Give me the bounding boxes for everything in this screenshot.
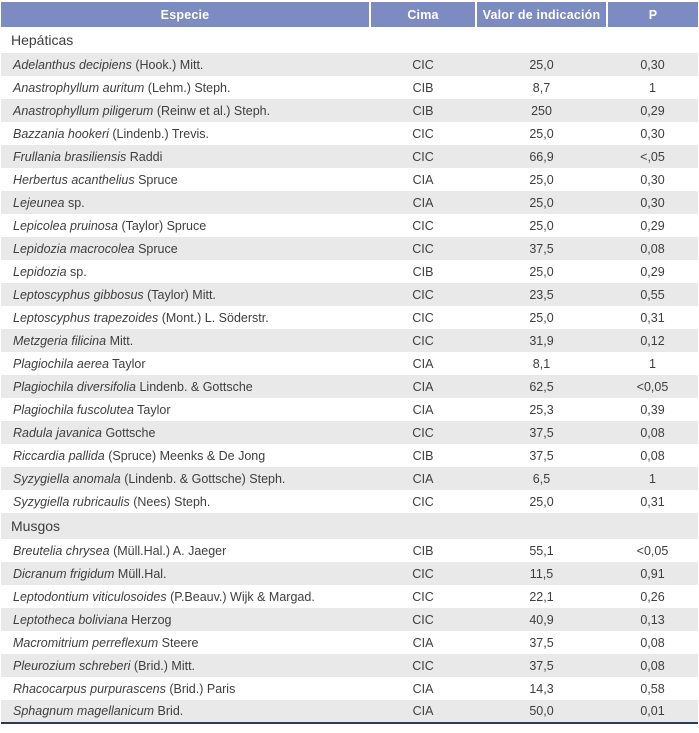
cima-cell: CIC <box>412 57 434 72</box>
p-value-cell: 0,08 <box>640 635 665 650</box>
table-row <box>1 467 698 490</box>
p-value-cell: 0,01 <box>640 704 665 718</box>
species-name: Rhacocarpus purpurascens <box>13 681 166 696</box>
species-cell <box>1 122 370 145</box>
species-name: Leptotheca boliviana <box>13 612 128 627</box>
table-row <box>1 329 698 352</box>
species-name: Syzygiella anomala <box>13 471 121 486</box>
p-value-cell: 0,30 <box>640 195 665 210</box>
species-name: Sphagnum magellanicum <box>13 704 155 718</box>
species-cell <box>1 539 370 562</box>
valor-cell: 37,5 <box>529 658 554 673</box>
species-cell <box>1 608 370 631</box>
cima-cell: CIC <box>412 218 434 233</box>
valor-cell: 25,0 <box>529 126 554 141</box>
species-cell <box>1 352 370 375</box>
cima-cell: CIC <box>412 494 434 509</box>
valor-cell: 55,1 <box>529 543 554 558</box>
table-body <box>1 27 698 723</box>
species-author: Raddi <box>129 149 163 164</box>
cima-cell: CIB <box>412 103 434 118</box>
table-row <box>1 283 698 306</box>
species-name: Breutelia chrysea <box>13 543 110 558</box>
valor-cell: 37,5 <box>529 448 554 463</box>
table-row <box>1 122 698 145</box>
species-cell <box>1 562 370 585</box>
species-name: Pleurozium schreberi <box>13 658 131 673</box>
table-row <box>1 398 698 421</box>
section-title: Musgos <box>11 518 61 534</box>
p-value-cell: <,05 <box>640 149 665 164</box>
cima-cell: CIA <box>412 172 434 187</box>
species-cell <box>1 237 370 260</box>
p-value-cell: 0,08 <box>640 241 665 256</box>
valor-cell: 37,5 <box>529 425 554 440</box>
p-value-cell: 1 <box>649 471 656 486</box>
species-cell <box>1 375 370 398</box>
table-row <box>1 585 698 608</box>
valor-cell: 250 <box>531 103 552 118</box>
species-name: Plagiochila diversifolia <box>13 379 136 394</box>
species-name: Syzygiella rubricaulis <box>13 494 130 509</box>
species-author: Brid. <box>157 704 184 718</box>
valor-cell: 25,0 <box>529 310 554 325</box>
species-author: (Spruce) Meenks & De Jong <box>108 448 266 463</box>
species-name: Lepicolea pruinosa <box>13 218 118 233</box>
species-cell <box>1 260 370 283</box>
valor-cell: 22,1 <box>529 589 554 604</box>
column-header-valor-indicacion: Valor de indicación <box>476 2 607 27</box>
p-value-cell: 0,30 <box>640 172 665 187</box>
species-name: Bazzania hookeri <box>13 126 109 141</box>
valor-cell: 8,7 <box>532 80 551 95</box>
valor-cell: 25,0 <box>529 218 554 233</box>
table-row <box>1 76 698 99</box>
cima-cell: CIC <box>412 310 434 325</box>
species-cell <box>1 53 370 76</box>
p-value-cell: 0,91 <box>640 566 665 581</box>
p-value-cell: 0,58 <box>640 681 665 696</box>
table-row <box>1 145 698 168</box>
table-row <box>1 99 698 122</box>
cima-cell: CIA <box>412 635 434 650</box>
species-cell <box>1 654 370 677</box>
cima-cell: CIC <box>412 333 434 348</box>
table-row <box>1 237 698 260</box>
cima-cell: CIB <box>412 264 434 279</box>
cima-cell: CIA <box>412 356 434 371</box>
valor-cell: 66,9 <box>529 149 554 164</box>
species-author: (Lehm.) Steph. <box>147 80 231 95</box>
species-author: Gottsche <box>105 425 156 440</box>
species-author: Spruce <box>138 172 178 187</box>
valor-cell: 25,0 <box>529 264 554 279</box>
species-cell <box>1 700 370 723</box>
column-header-cima: Cima <box>370 2 476 27</box>
species-indicator-table <box>1 2 698 724</box>
table-row <box>1 631 698 654</box>
species-cell <box>1 76 370 99</box>
table-row <box>1 654 698 677</box>
species-author: Müll.Hal. <box>117 566 167 581</box>
species-author: (Reinw et al.) Steph. <box>156 103 271 118</box>
table-row <box>1 352 698 375</box>
species-name: Lepidozia <box>13 264 67 279</box>
valor-cell: 25,0 <box>529 57 554 72</box>
section-row <box>1 27 698 53</box>
valor-cell: 50,0 <box>529 704 554 718</box>
valor-cell: 25,0 <box>529 195 554 210</box>
species-name: Plagiochila fuscolutea <box>13 402 134 417</box>
species-author: Herzog <box>131 612 172 627</box>
species-cell <box>1 677 370 700</box>
table-row <box>1 375 698 398</box>
p-value-cell: <0,05 <box>636 379 669 394</box>
table-row <box>1 53 698 76</box>
species-name: Frullania brasiliensis <box>13 149 127 164</box>
valor-cell: 8,1 <box>532 356 551 371</box>
p-value-cell: 0,55 <box>640 287 665 302</box>
species-name: Leptoscyphus gibbosus <box>13 287 144 302</box>
species-cell <box>1 283 370 306</box>
species-name: Herbertus acanthelius <box>13 172 135 187</box>
p-value-cell: 0,29 <box>640 264 665 279</box>
species-name: Adelanthus decipiens <box>13 57 132 72</box>
valor-cell: 6,5 <box>532 471 551 486</box>
valor-cell: 40,9 <box>529 612 554 627</box>
cima-cell: CIC <box>412 425 434 440</box>
species-cell <box>1 421 370 444</box>
valor-cell: 25,0 <box>529 494 554 509</box>
p-value-cell: <0,05 <box>636 543 669 558</box>
species-cell <box>1 191 370 214</box>
species-cell <box>1 444 370 467</box>
cima-cell: CIC <box>412 287 434 302</box>
p-value-cell: 0,30 <box>640 57 665 72</box>
species-name: Leptoscyphus trapezoides <box>13 310 159 325</box>
valor-cell: 62,5 <box>529 379 554 394</box>
p-value-cell: 0,26 <box>640 589 665 604</box>
species-author: (Lindenb.) Trevis. <box>112 126 209 141</box>
column-header-p: P <box>607 2 698 27</box>
species-author: (Brid.) Mitt. <box>133 658 196 673</box>
species-name: Radula javanica <box>13 425 102 440</box>
species-name: Plagiochila aerea <box>13 356 109 371</box>
species-cell <box>1 168 370 191</box>
p-value-cell: 0,31 <box>640 310 665 325</box>
table-row <box>1 539 698 562</box>
table-row <box>1 677 698 700</box>
species-cell <box>1 631 370 654</box>
p-value-cell: 0,08 <box>640 658 665 673</box>
cima-cell: CIA <box>412 195 434 210</box>
species-cell <box>1 398 370 421</box>
species-cell <box>1 329 370 352</box>
species-cell <box>1 145 370 168</box>
table-row <box>1 191 698 214</box>
cima-cell: CIA <box>412 681 434 696</box>
cima-cell: CIB <box>412 80 434 95</box>
cima-cell: CIC <box>412 612 434 627</box>
cima-cell: CIC <box>412 149 434 164</box>
species-author: Mitt. <box>109 333 134 348</box>
p-value-cell: 0,08 <box>640 425 665 440</box>
valor-cell: 37,5 <box>529 241 554 256</box>
table-row <box>1 490 698 513</box>
table-row <box>1 562 698 585</box>
table-row <box>1 444 698 467</box>
species-cell <box>1 214 370 237</box>
p-value-cell: 0,39 <box>640 402 665 417</box>
cima-cell: CIA <box>412 471 434 486</box>
header-row <box>1 2 698 27</box>
table-row <box>1 214 698 237</box>
p-value-cell: 1 <box>649 356 656 371</box>
valor-cell: 11,5 <box>529 566 554 581</box>
species-author: Taylor <box>137 402 171 417</box>
species-cell <box>1 490 370 513</box>
cima-cell: CIB <box>412 448 434 463</box>
valor-cell: 25,3 <box>529 402 554 417</box>
species-name: Dicranum frigidum <box>13 566 115 581</box>
species-author: (Müll.Hal.) A. Jaeger <box>113 543 227 558</box>
species-cell <box>1 306 370 329</box>
species-cell <box>1 467 370 490</box>
species-author: Spruce <box>138 241 178 256</box>
species-author: (Taylor) Spruce <box>121 218 207 233</box>
species-name: Riccardia pallida <box>13 448 105 463</box>
valor-cell: 37,5 <box>529 635 554 650</box>
species-name: Anastrophyllum auritum <box>13 80 145 95</box>
species-author: sp. <box>70 264 87 279</box>
table-header <box>1 2 698 27</box>
cima-cell: CIC <box>412 241 434 256</box>
species-author: (Taylor) Mitt. <box>147 287 216 302</box>
cima-cell: CIA <box>412 704 434 718</box>
species-author: (Hook.) Mitt. <box>135 57 204 72</box>
p-value-cell: 0,12 <box>640 333 665 348</box>
valor-cell: 23,5 <box>529 287 554 302</box>
species-name: Lepidozia macrocolea <box>13 241 135 256</box>
cima-cell: CIC <box>412 126 434 141</box>
species-author: (Lindenb. & Gottsche) Steph. <box>124 471 286 486</box>
p-value-cell: 0,29 <box>640 218 665 233</box>
species-author: (Brid.) Paris <box>169 681 236 696</box>
valor-cell: 25,0 <box>529 172 554 187</box>
species-author: sp. <box>67 195 85 210</box>
p-value-cell: 0,30 <box>640 126 665 141</box>
species-author: Lindenb. & Gottsche <box>139 379 253 394</box>
species-author: (P.Beauv.) Wijk & Margad. <box>170 589 315 604</box>
cima-cell: CIA <box>412 379 434 394</box>
cima-cell: CIA <box>412 402 434 417</box>
cima-cell: CIC <box>412 566 434 581</box>
valor-cell: 14,3 <box>529 681 554 696</box>
valor-cell: 31,9 <box>529 333 554 348</box>
p-value-cell: 0,08 <box>640 448 665 463</box>
column-header-especie: Especie <box>1 2 370 27</box>
p-value-cell: 0,13 <box>640 612 665 627</box>
section-title: Hepáticas <box>11 32 74 48</box>
species-author: Taylor <box>112 356 146 371</box>
species-name: Leptodontium viticulosoides <box>13 589 167 604</box>
p-value-cell: 1 <box>649 80 656 95</box>
species-name: Macromitrium perreflexum <box>13 635 159 650</box>
p-value-cell: 0,31 <box>640 494 665 509</box>
species-name: Metzgeria filicina <box>13 333 107 348</box>
species-author: (Mont.) L. Söderstr. <box>161 310 269 325</box>
table-row <box>1 306 698 329</box>
table-row <box>1 421 698 444</box>
species-author: Steere <box>161 635 199 650</box>
species-author: (Nees) Steph. <box>133 494 211 509</box>
cima-cell: CIB <box>412 543 434 558</box>
p-value-cell: 0,29 <box>640 103 665 118</box>
species-cell <box>1 99 370 122</box>
species-cell <box>1 585 370 608</box>
table-row <box>1 700 698 723</box>
table-row <box>1 608 698 631</box>
table-row <box>1 168 698 191</box>
cima-cell: CIC <box>412 658 434 673</box>
table-row <box>1 260 698 283</box>
species-name: Anastrophyllum piligerum <box>13 103 154 118</box>
cima-cell: CIC <box>412 589 434 604</box>
section-row <box>1 513 698 539</box>
species-name: Lejeunea <box>13 195 65 210</box>
